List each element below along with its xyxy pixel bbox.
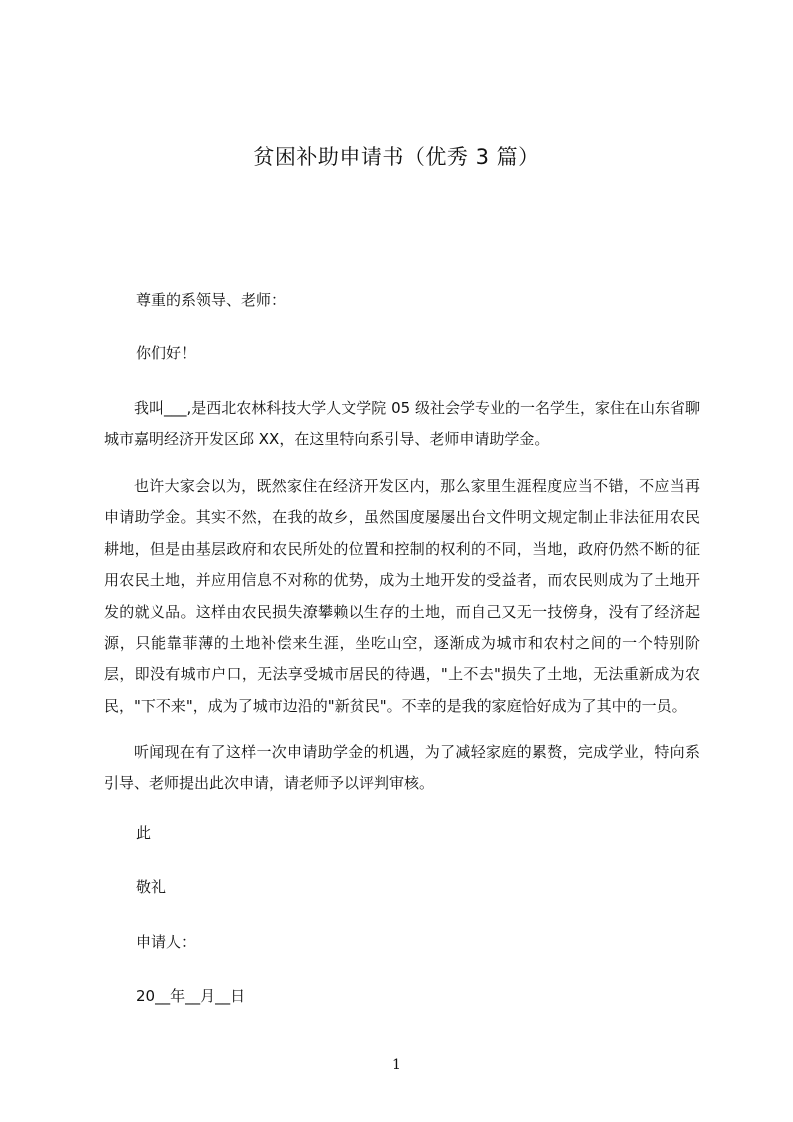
paragraph-background: 也许大家会以为，既然家住在经济开发区内，那么家里生涯程度应当不错，不应当再申请助学金。其实不然，在我的故乡，虽然国度屡屡出台文件明文规定制止非法征用农民耕地，但是由基层政府和农民所处的位置和控制的权利的不同，当地，政府仍然不断的征用农民土地，并应用信息不对称的优势，成为土地开发的受益者，而农民则成为了土地开发的就义品。这样由农民损失潦攀赖以生存的土地，而自己又无一技傍身，没有了经济起源，只能靠菲薄的土地补偿来生涯，坐吃山空，逐渐成为城市和农村之间的一个特别阶层，即没有城市户口，无法享受城市居民的待遇，"上不去"损失了土地，无法重新成为农民，"下不来"，成为了城市边沿的"新贫民"。不幸的是我的家庭恰好成为了其中的一员。 xyxy=(104,477,700,715)
salutation: 尊重的系领导、老师： xyxy=(136,291,287,309)
page-number: 1 xyxy=(392,1057,401,1073)
date-line: 20__年__月__日 xyxy=(136,987,246,1005)
paragraph-introduction: 我叫___,是西北农林科技大学人文学院 05 级社会学专业的一名学生，家住在山东省聊城市嘉明经济开发区邱 XX，在这里特向系引导、老师申请助学金。 xyxy=(104,399,700,449)
applicant-label: 申请人： xyxy=(136,933,197,951)
document-title: 贫困补助申请书（优秀 3 篇） xyxy=(253,145,540,169)
greeting: 你们好！ xyxy=(136,344,197,362)
closing-jingli: 敬礼 xyxy=(136,878,167,896)
paragraph-request: 听闻现在有了这样一次申请助学金的机遇，为了减轻家庭的累赘，完成学业，特向系引导、老师提出此次申请，请老师予以评判审核。 xyxy=(104,743,700,793)
closing-ci: 此 xyxy=(136,824,152,842)
